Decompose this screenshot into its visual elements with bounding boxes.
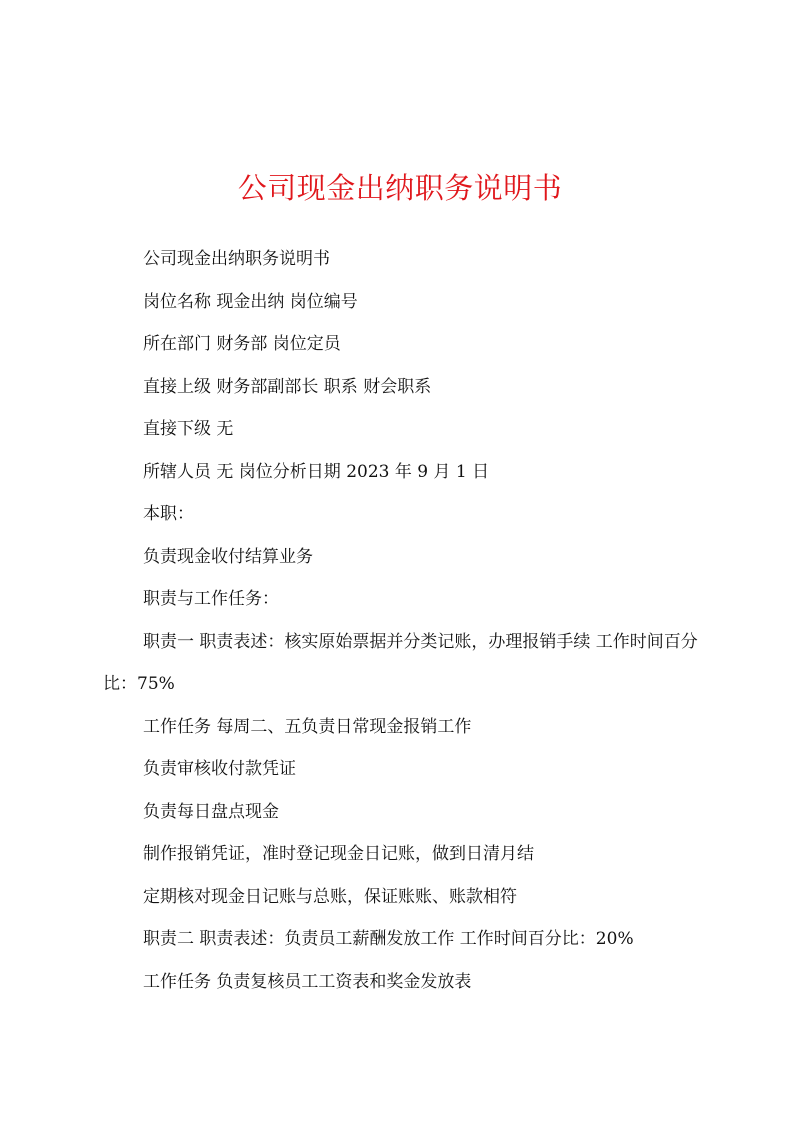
paragraph: 负责审核收付款凭证	[143, 759, 296, 779]
paragraph: 定期核对现金日记账与总账，保证账账、账款相符	[143, 886, 517, 907]
paragraph: 本职：	[143, 504, 194, 524]
paragraph: 岗位名称 现金出纳 岗位编号	[143, 291, 358, 312]
paragraph: 公司现金出纳职务说明书	[143, 249, 330, 269]
paragraph: 职责二 职责表述：负责员工薪酬发放工作 工作时间百分比：20%	[143, 929, 634, 949]
paragraph: 制作报销凭证，准时登记现金日记账，做到日清月结	[143, 844, 534, 864]
document-body	[103, 238, 703, 1003]
document-title: 公司现金出纳职务说明书	[237, 171, 563, 205]
paragraph: 职责一 职责表述：核实原始票据并分类记账，办理报销手续 工作时间百分比：75%	[103, 631, 698, 694]
paragraph: 工作任务 负责复核员工工资表和奖金发放表	[143, 971, 472, 992]
paragraph: 直接下级 无	[143, 419, 234, 439]
paragraph: 直接上级 财务部副部长 职系 财会职系	[143, 376, 432, 397]
paragraph: 负责现金收付结算业务	[143, 546, 313, 567]
paragraph: 职责与工作任务：	[143, 589, 279, 609]
paragraph: 所在部门 财务部 岗位定员	[143, 334, 341, 354]
paragraph: 工作任务 每周二、五负责日常现金报销工作	[143, 716, 472, 737]
paragraph: 所辖人员 无 岗位分析日期 2023 年 9 月 1 日	[143, 461, 490, 482]
paragraph: 负责每日盘点现金	[143, 801, 279, 822]
